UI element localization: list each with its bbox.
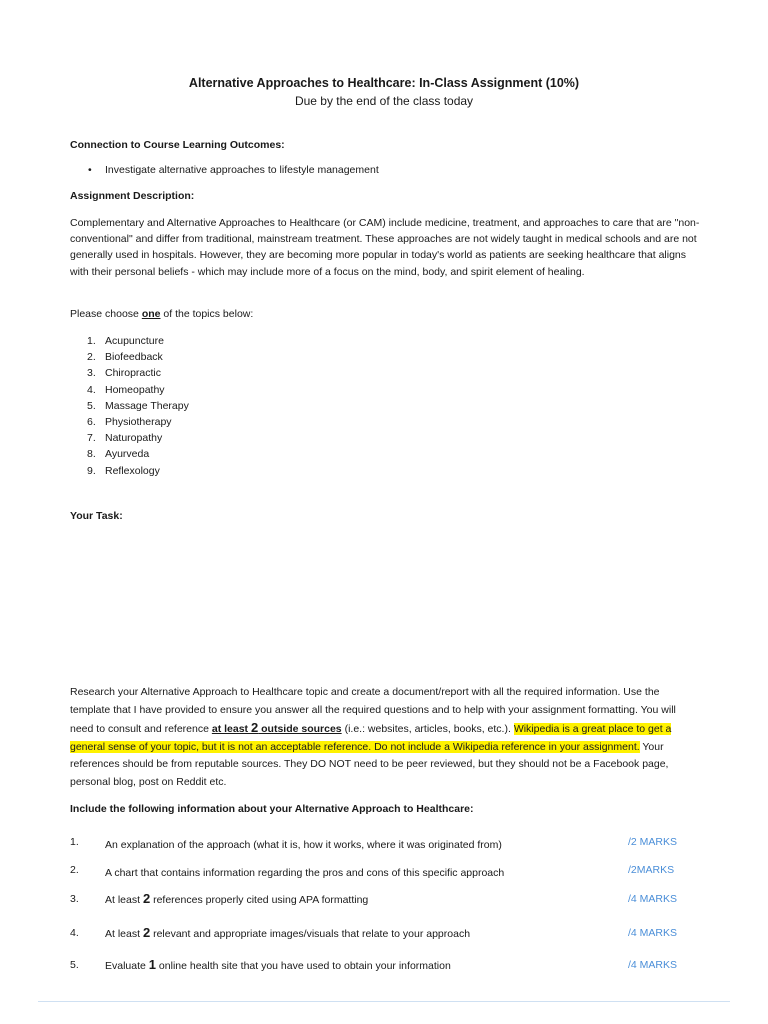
requirement-text: A chart that contains information regarding the pros and cons of this specific approach bbox=[105, 867, 505, 879]
topic-item: 1. Acupuncture bbox=[87, 335, 164, 347]
page-divider bbox=[38, 1001, 730, 1002]
topic-item: 2. Biofeedback bbox=[87, 351, 163, 364]
choose-emphasis: one bbox=[141, 308, 161, 320]
page-title: Alternative Approaches to Healthcare: In-Class Assignment (10%) bbox=[188, 76, 580, 90]
topic-item: 7. Naturopathy bbox=[87, 432, 163, 445]
choose-before: Please choose bbox=[70, 308, 142, 320]
marks-value: /4 MARKS bbox=[628, 959, 678, 971]
task-text-end: Your references should be from reputable sources. They DO NOT need to be peer reviewed, but they should not be a Facebook page, personal blog, post on Reddit etc. bbox=[70, 740, 669, 788]
choose-after: of the topics below: bbox=[160, 308, 254, 320]
requirement-text: Evaluate 1 online health site that you have used to obtain your information bbox=[105, 957, 451, 972]
task-paragraph bbox=[70, 684, 700, 792]
requirement-text: At least 2 references properly cited using APA formatting bbox=[105, 891, 369, 906]
wikipedia-highlight: Wikipedia is a great place to get a general sense of your topic, but it is not an acceptable reference. Do not include a Wikipedia reference in your assignment. bbox=[70, 723, 672, 753]
task-heading: Your Task: bbox=[70, 510, 123, 522]
topic-item: 5. Massage Therapy bbox=[87, 399, 189, 412]
marks-value: /4 MARKS bbox=[628, 927, 678, 939]
outcomes-heading: Connection to Course Learning Outcomes: bbox=[70, 139, 285, 151]
requirements-heading: Include the following information about your Alternative Approach to Healthcare: bbox=[70, 803, 474, 815]
document-page: Alternative Approaches to Healthcare: In-Class Assignment (10%) Due by the end of the class today Connection to Course Learning Outcomes: • Investigate alternative approaches to lifestyle management Assignment Description: Complementary and Alternative Approaches to Healthcare (or CAM) include medicine, treatment, and approaches to care that are "non-conventional" and differ from traditional, mainstream treatment. These approaches are not widely taught in medical schools and are not generally used in hospitals. However, they are becoming more popular in today's world as patients are seeking healthcare that aligns with their personal beliefs - which may include more of a focus on the mind, body, and spirit element of healing. Please choose one of the topics below: 1. Acupuncture 2. Biofeedback 3. Chiropractic 4. Homeopathy 5. Massage Therapy 6. Physiotherapy 7. Naturopathy 8. Ayurveda 9. Reflexology Your Task: Research your Alternative Approach to Healthcare topic and create a document/report with all the required information. Use the template that I have provided to ensure you answer all the required questions and to help with your assignment formatting. You will need to consult and reference at least 2 outside sources (i.e.: websites, articles, books, etc.). Wikipedia is a great place to get a general sense of your topic, but it is not an acceptable reference. Do not include a Wikipedia reference in your assignment. Your references should be from reputable sources. They DO NOT need to be peer reviewed, but they should not be a Facebook page, personal blog, post on Reddit etc. Include the following information about your Alternative Approach to Healthcare: 1. An explanation of the approach (what it is, how it works, where it was originated from) /2 MARKS 2. A chart that contains information regarding the pros and cons of this specific approach /2MARKS 3. At least 2 references properly cited using APA formatting /4 MARKS 4. At least 2 relevant and appropriate images/visuals that relate to your approach /4 MARKS 5. Evaluate 1 online health site that you have used to obtain your information /4 MARKS bbox=[0, 0, 768, 1024]
bullet-icon: • bbox=[88, 164, 92, 176]
topic-item: 8. Ayurveda bbox=[87, 448, 150, 461]
topics-list bbox=[70, 333, 189, 479]
task-text-after: (i.e.: websites, articles, books, etc.). bbox=[341, 723, 514, 736]
page-subtitle: Due by the end of the class today bbox=[294, 94, 474, 108]
choose-instruction bbox=[70, 306, 700, 322]
task-text: Research your Alternative Approach to Healthcare topic and create a document/report with all the required information. Use the template that I have provided to ensure you answer all the required questions and to help with your assignment formatting. You will need to consult and reference bbox=[70, 686, 676, 736]
task-emphasis: at least 2 outside sources bbox=[211, 720, 342, 736]
description-paragraph: Complementary and Alternative Approaches to Healthcare (or CAM) include medicine, treatment, and approaches to care that are "non-conventional" and differ from traditional, mainstream treatment. These approaches are not widely taught in medical schools and are not generally used in hospitals. However, they are becoming more popular in today's world as patients are seeking healthcare that aligns with their personal beliefs - which may include more of a focus on the mind, body, and spirit element of healing. bbox=[70, 217, 700, 278]
topic-item: 9. Reflexology bbox=[87, 464, 160, 477]
outcome-item: Investigate alternative approaches to lifestyle management bbox=[105, 164, 379, 176]
requirement-text: At least 2 relevant and appropriate images/visuals that relate to your approach bbox=[105, 925, 471, 940]
requirement-text: An explanation of the approach (what it is, how it works, where it was originated from) bbox=[105, 839, 502, 851]
marks-value: /2 MARKS bbox=[628, 836, 678, 848]
marks-value: /2MARKS bbox=[628, 864, 675, 876]
description-heading: Assignment Description: bbox=[70, 190, 195, 202]
marks-value: /4 MARKS bbox=[628, 893, 678, 905]
topic-item: 3. Chiropractic bbox=[87, 367, 162, 380]
topic-item: 6. Physiotherapy bbox=[87, 415, 172, 428]
topic-item: 4. Homeopathy bbox=[87, 383, 165, 396]
